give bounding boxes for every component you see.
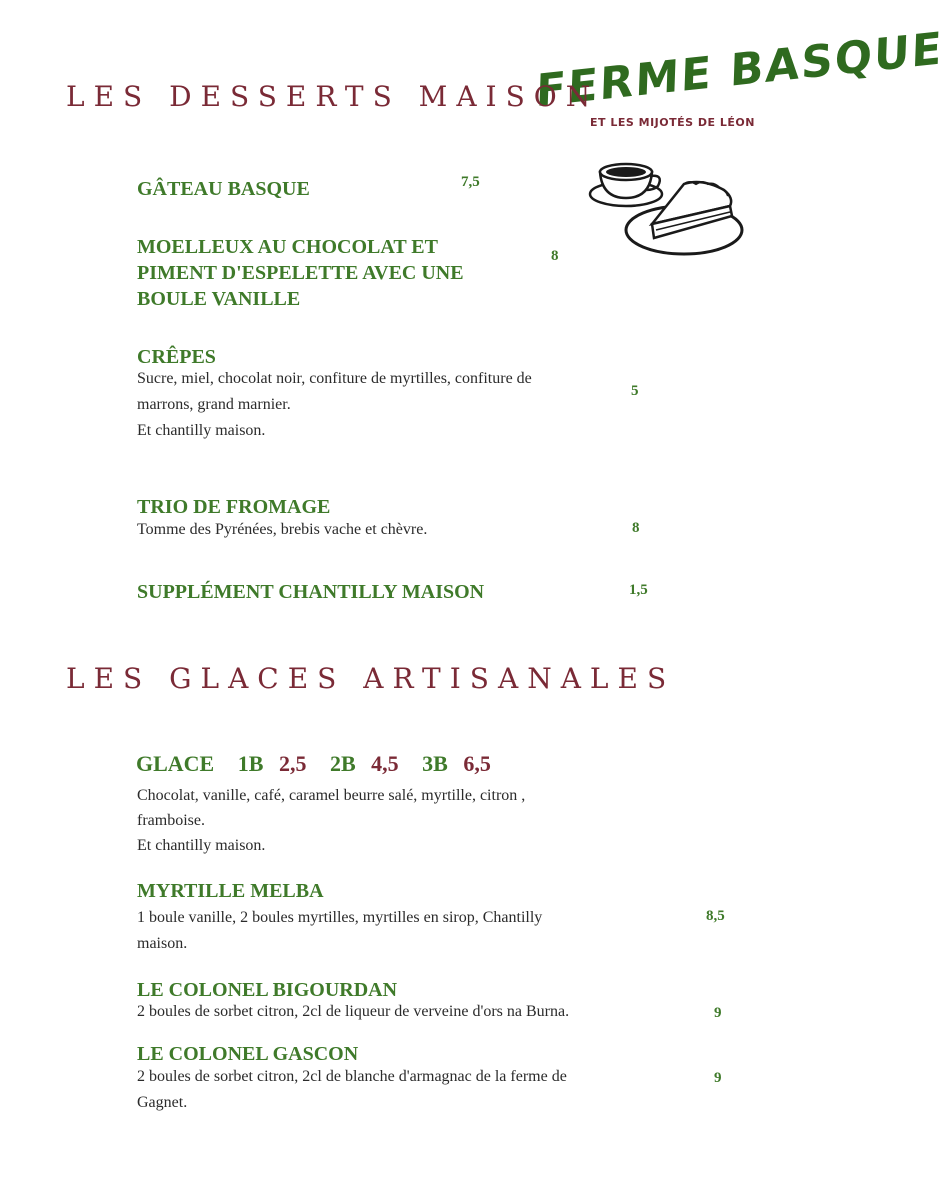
colonel-bigourdan-price: 9 (714, 1005, 722, 1021)
glace-size-2-label: 2B (329, 751, 356, 776)
gateau-basque-title: GÂTEAU BASQUE (137, 178, 310, 200)
supplement-chantilly-title: SUPPLÉMENT CHANTILLY MAISON (137, 581, 485, 603)
crepes-desc-line-3: Et chantilly maison. (137, 422, 266, 439)
trio-fromage-desc: Tomme des Pyrénées, brebis vache et chèvre. (137, 521, 428, 538)
colonel-bigourdan-desc: 2 boules de sorbet citron, 2cl de liqueur de verveine d'ors na Burna. (137, 1003, 570, 1020)
supplement-chantilly-price: 1,5 (629, 582, 648, 598)
crepes-desc-line-1: Sucre, miel, chocolat noir, confiture de myrtilles, confiture de (137, 370, 532, 387)
colonel-gascon-price: 9 (714, 1070, 722, 1086)
myrtille-melba-title: MYRTILLE MELBA (137, 880, 324, 902)
myrtille-melba-desc-line-2: maison. (137, 935, 188, 952)
colonel-gascon-desc-line-1: 2 boules de sorbet citron, 2cl de blanche d'armagnac de la ferme de (137, 1068, 567, 1085)
glace-size-1-price: 2,5 (278, 751, 307, 776)
myrtille-melba-price: 8,5 (706, 908, 725, 924)
glace-size-3-price: 6,5 (463, 751, 491, 776)
colonel-gascon-title: LE COLONEL GASCON (137, 1043, 359, 1065)
moelleux-title: MOELLEUX AU CHOCOLAT ET PIMENT D'ESPELETTE AVEC UNE BOULE VANILLE (137, 236, 464, 310)
glace-price-row (136, 751, 491, 777)
trio-fromage-title: TRIO DE FROMAGE (137, 496, 331, 518)
logo-tagline: ET LES MIJOTÉS DE LÉON (590, 116, 755, 129)
desserts-section-title: LES DESSERTS MAISON (66, 80, 600, 113)
glace-size-1-label: 1B (237, 751, 264, 776)
glace-size-2-price: 4,5 (371, 751, 399, 776)
glaces-section-title: LES GLACES ARTISANALES (66, 662, 676, 695)
crepes-price: 5 (631, 383, 639, 399)
logo-title: FERME BASQUE (535, 22, 944, 118)
gateau-basque-price: 7,5 (461, 174, 480, 190)
myrtille-melba-desc-line-1: 1 boule vanille, 2 boules myrtilles, myrtilles en sirop, Chantilly (137, 909, 543, 926)
glace-title: GLACE (136, 751, 215, 776)
glace-desc-line-1: Chocolat, vanille, café, caramel beurre salé, myrtille, citron , (137, 787, 526, 804)
glace-size-3-label: 3B (422, 751, 448, 776)
crepes-title: CRÊPES (137, 346, 216, 368)
trio-fromage-price: 8 (632, 520, 640, 536)
crepes-desc-line-2: marrons, grand marnier. (137, 396, 291, 413)
glace-desc-line-3: Et chantilly maison. (137, 837, 266, 854)
colonel-gascon-desc-line-2: Gagnet. (137, 1094, 188, 1111)
colonel-bigourdan-title: LE COLONEL BIGOURDAN (137, 979, 398, 1001)
coffee-and-pie-icon (584, 150, 750, 262)
moelleux-price: 8 (551, 248, 559, 264)
glace-desc-line-2: framboise. (137, 812, 205, 829)
